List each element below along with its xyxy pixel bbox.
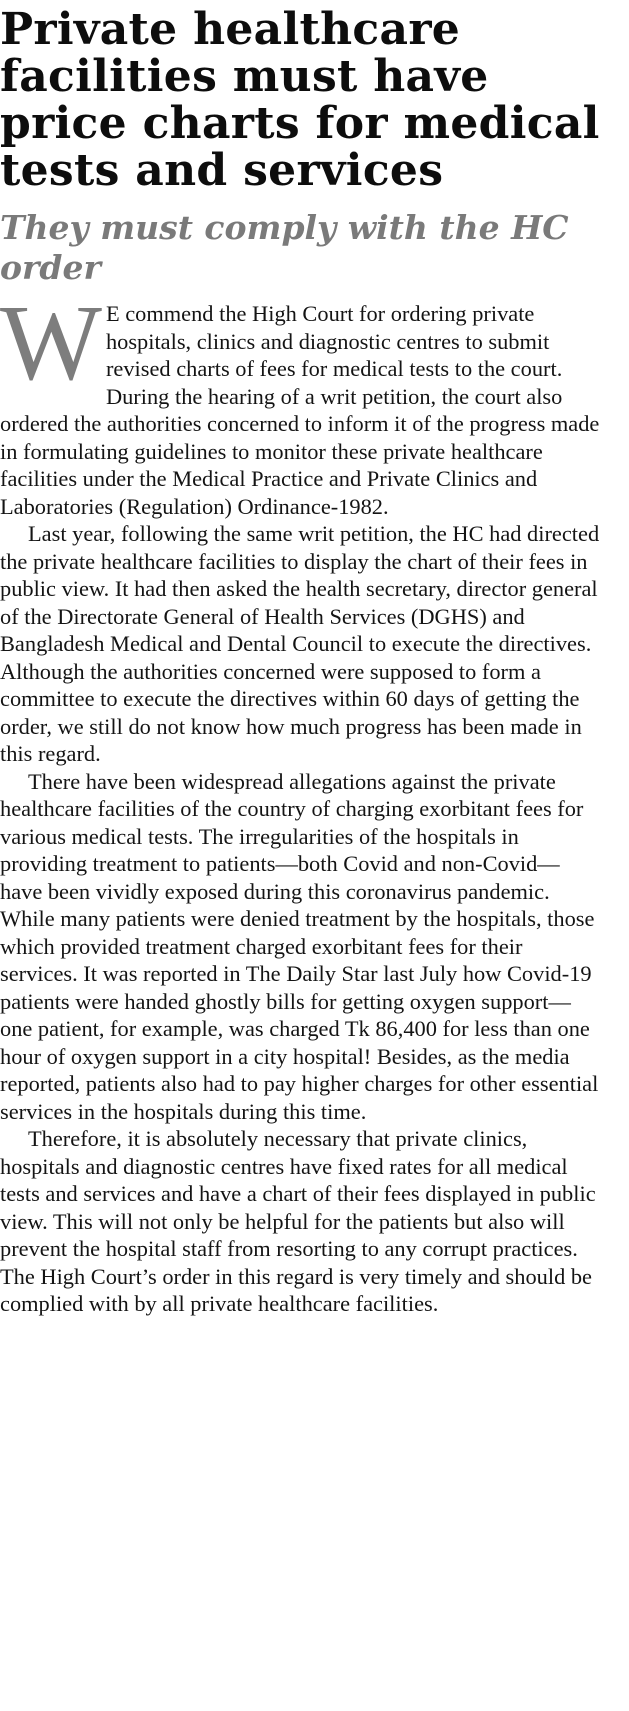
paragraph-1 (0, 284, 600, 520)
headline: Private healthcare facilities must have price charts for medical tests and services (0, 4, 600, 196)
paragraph-4: Therefore, it is absolutely necessary that private clinics, hospitals and diagnostic centres have fixed rates for all medical tests and services and have a chart of their fees displayed in public view. This will not only be helpful for the patients but also will prevent the hospital staff from resorting to any corrupt practices. The High Court’s order in this regard is very timely and should be complied with by all private healthcare facilities. (0, 1126, 596, 1316)
subheadline: They must comply with the HC order (0, 208, 569, 287)
drop-cap: W (0, 284, 102, 403)
paragraph-3: There have been widespread allegations against the private healthcare facilities of the country of charging exorbitant fees for various medical tests. The irregularities of the hospitals in providing treatment to patients—both Covid and non-Covid—have been vividly exposed during this coronavirus pandemic. While many patients were denied treatment by the hospitals, those which provided treatment charged exorbitant fees for their services. It was reported in The Daily Star last July how Covid-19 patients were handed ghostly bills for getting oxygen support—one patient, for example, was charged Tk 86,400 for less than one hour of oxygen support in a city hospital! Besides, as the media reported, patients also had to pay higher charges for other essential services in the hospitals during this time. (0, 768, 599, 1124)
paragraph-1-text: E commend the High Court for ordering private hospitals, clinics and diagnostic centres to submit revised charts of fees for medical tests to the court. During the hearing of a writ petition, the court also ordered the authorities concerned to inform it of the progress made in formulating guidelines to monitor these private healthcare facilities under the Medical Practice and Private Clinics and Laboratories (Regulation) Ordinance-1982. (0, 301, 600, 519)
paragraph-2: Last year, following the same writ petition, the HC had directed the private healthcare facilities to display the chart of their fees in public view. It had then asked the health secretary, director general of the Directorate General of Health Services (DGHS) and Bangladesh Medical and Dental Council to execute the directives. Although the authorities concerned were supposed to form a committee to execute the directives within 60 days of getting the order, we still do not know how much progress has been made in this regard. (0, 521, 600, 766)
article-body (0, 284, 600, 1318)
